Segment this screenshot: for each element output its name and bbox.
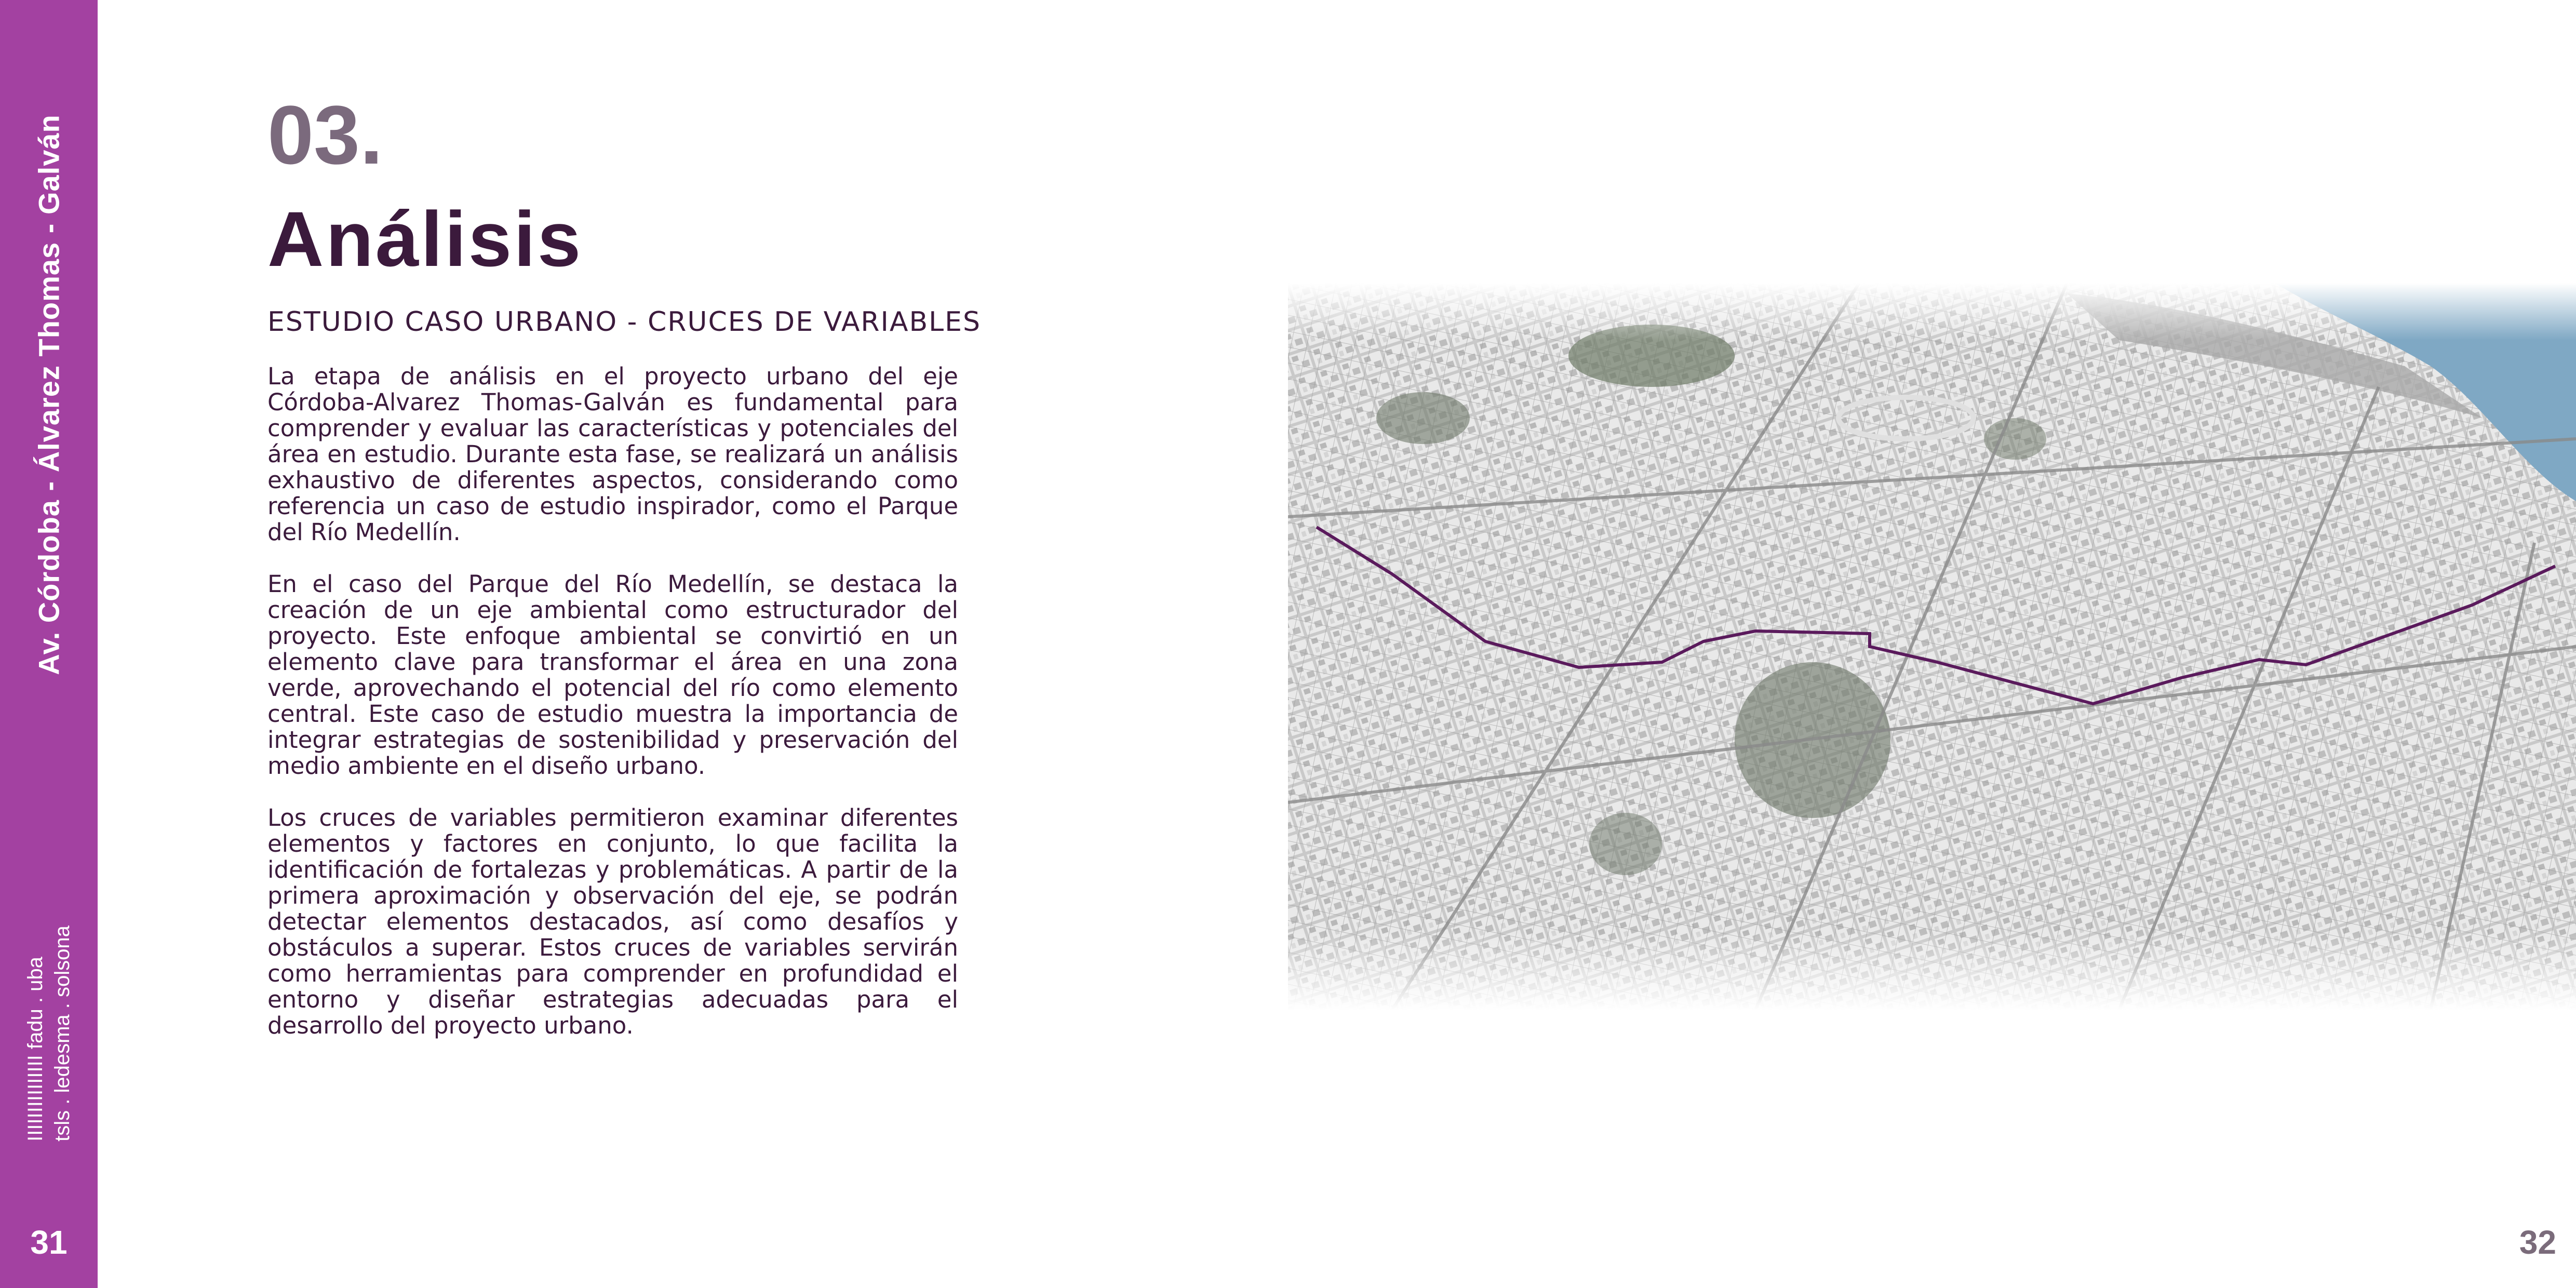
- section-title: Análisis: [267, 195, 583, 283]
- paragraph-1: La etapa de análisis en el proyecto urbano del eje Córdoba-Alvarez Thomas-Galván es fundamental para comprender y evaluar las características y potenciales del área en estudio. Durante esta fase, se realizará un análisis exhaustivo de diferentes aspectos, considerando como referencia un caso de estudio inspirador, como el Parque del Río Medellín.: [267, 363, 958, 546]
- green-park-2: [1376, 392, 1470, 444]
- section-number: 03.: [267, 88, 383, 181]
- green-park-4: [1589, 813, 1662, 875]
- credits-line-1: IIIIIIIIIIIIIII fadu . uba: [24, 957, 47, 1142]
- section-subtitle: ESTUDIO CASO URBANO - CRUCES DE VARIABLES: [267, 306, 981, 338]
- paragraph-2: En el caso del Parque del Río Medellín, se destaca la creación de un eje ambiental como estructurador del proyecto. Este enfoque ambiental se convirtió en un elemento clave para transformar el área en una zona verde, aprovechando el potencial del río como elemento central. Este caso de estudio muestra la importancia de integrar estrategias de sostenibilidad y preservación del medio ambiente en el diseño urbano.: [267, 570, 958, 780]
- paragraph-3: Los cruces de variables permitieron examinar diferentes elementos y factores en conjunto, lo que facilita la identificación de fortalezas y problemáticas. A partir de la primera aproximación y observación del eje, se podrán detectar elementos destacados, así como desafíos y obstáculos a superar. Estos cruces de variables servirán como herramientas para comprender en profundidad el entorno y diseñar estrategias adecuadas para el desarrollo del proyecto urbano.: [267, 804, 958, 1039]
- sidebar-title: Av. Córdoba - Álvarez Thomas - Galván: [32, 114, 65, 675]
- sidebar: [0, 0, 98, 1288]
- credits-line-2: tsls . ledesma . solsona: [51, 925, 74, 1142]
- page-number-right: 32: [2519, 1224, 2556, 1261]
- body-text: [267, 364, 958, 1065]
- page-number-left: 31: [30, 1224, 68, 1261]
- aerial-city-map: [1288, 283, 2576, 1010]
- sidebar-credits: [22, 925, 76, 1142]
